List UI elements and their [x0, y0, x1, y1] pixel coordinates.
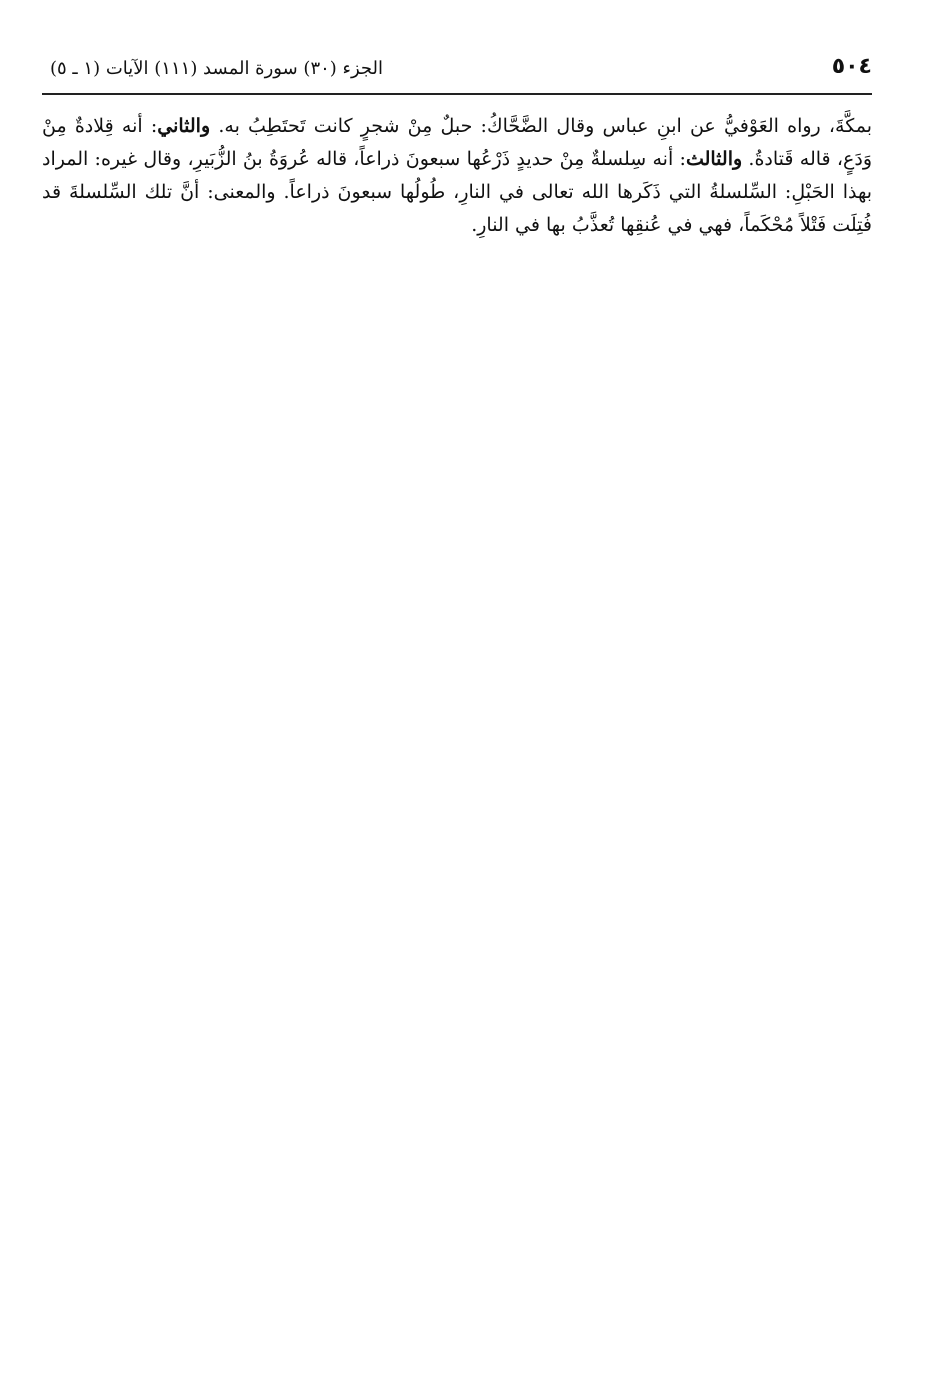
text-segment: بمكَّةَ، رواه العَوْفيُّ عن ابنِ عباس وقال الضَّحَّاكُ: حبلٌ مِنْ شجرٍ كانت تَحتَطِبُ به.	[210, 115, 873, 137]
page-number: ٥٠٤	[831, 54, 872, 79]
page-header	[40, 50, 872, 90]
main-text	[42, 110, 872, 242]
label-third: والثالث	[685, 148, 743, 170]
paragraph	[42, 110, 872, 242]
text-segment: : أنه سِلسلةٌ مِنْ حديدٍ ذَرْعُها سبعونَ ذراعاً، قاله عُروَةُ بنُ الزُّبَيرِ، وقال غيره: المراد بهذا الحَبْلِ: السِّلسلةُ التي ذَكَرها الله تعالى في النارِ، طُولُها سبعونَ ذراعاً. والمعنى: أنَّ تلك السِّلسلةَ قد فُتِلَت فَتْلاً مُحْكَماً، فهي في عُنقِها تُعذَّبُ بها في النارِ.	[42, 148, 872, 236]
text-segment: : أنه قِلادةٌ مِنْ وَدَعٍ، قاله قَتادةُ.	[42, 115, 872, 170]
label-second: والثاني	[157, 115, 211, 137]
running-head: الجزء (٣٠) سورة المسد (١١١) الآيات (١ ـ ٥)	[50, 58, 384, 79]
header-rule	[42, 93, 872, 95]
